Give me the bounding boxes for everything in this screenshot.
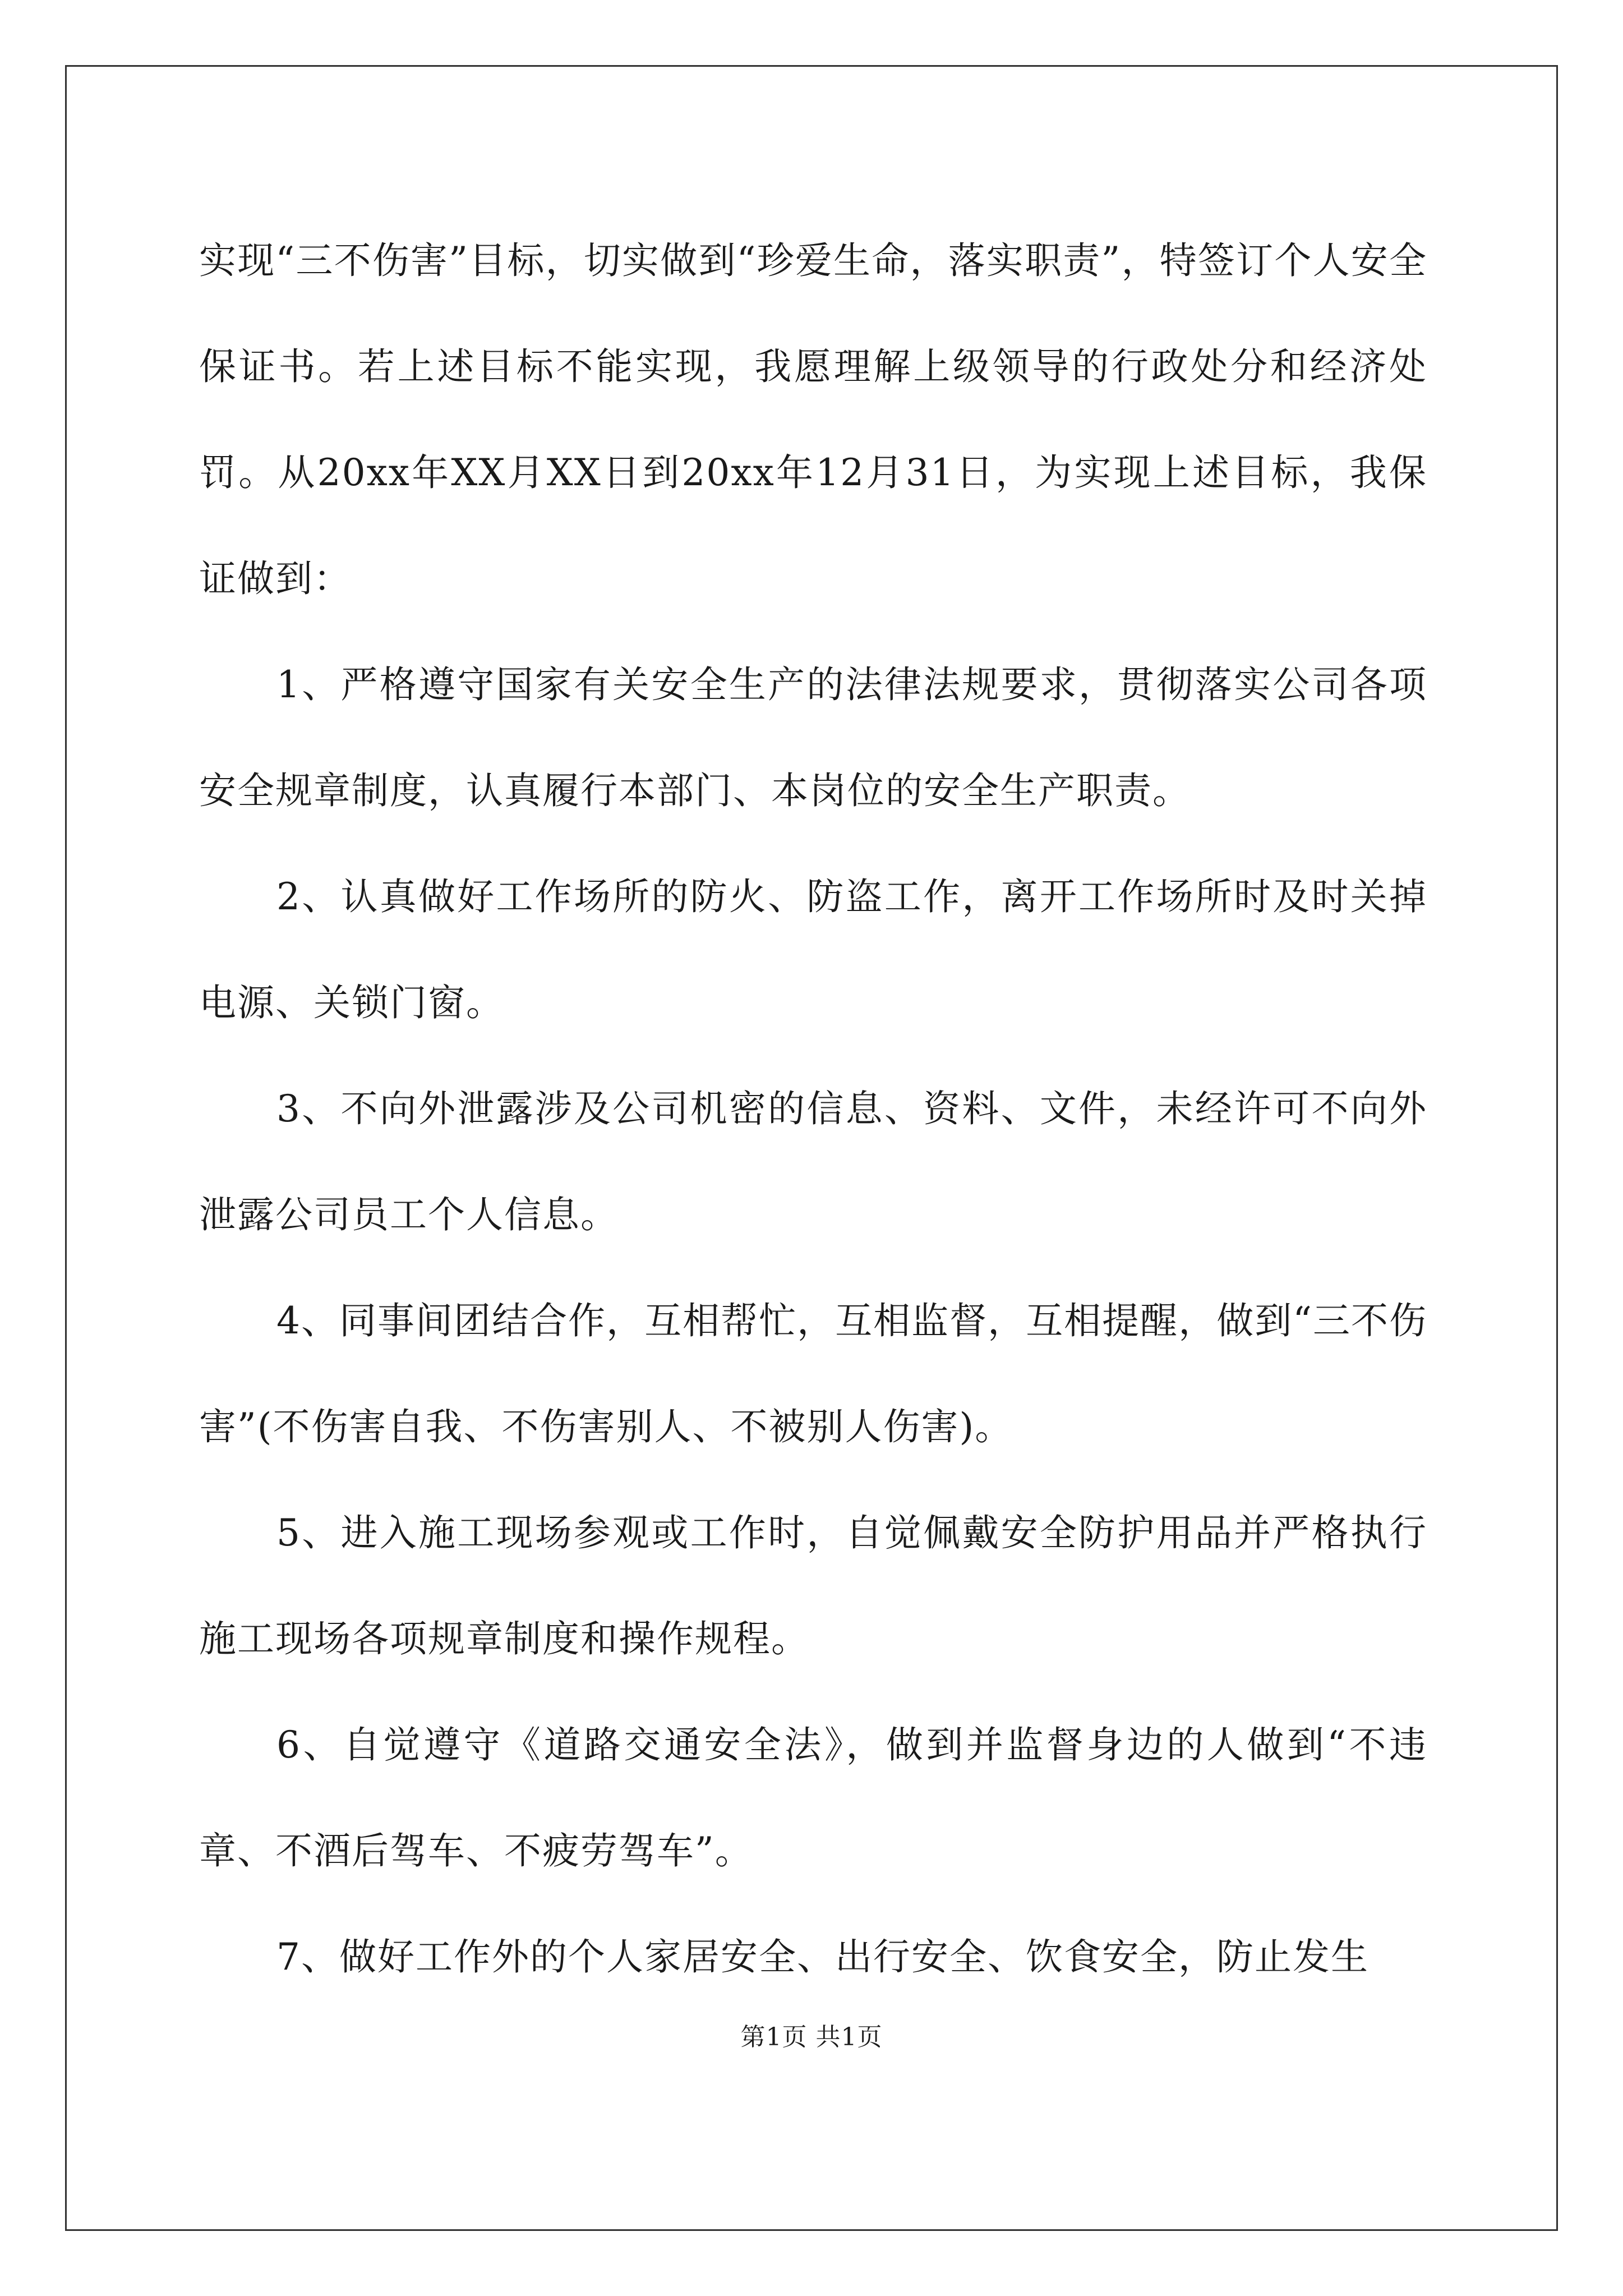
paragraph-item-2: 2、认真做好工作场所的防火、防盗工作，离开工作场所时及时关掉电源、关锁门窗。 [199, 875, 1427, 1024]
paragraph-item-4: 4、同事间团结合作，互相帮忙，互相监督，互相提醒，做到“三不伤害”(不伤害自我、不伤害别人、不被别人伤害)。 [199, 1299, 1427, 1448]
paragraph-intro: 实现“三不伤害”目标，切实做到“珍爱生命，落实职责”，特签订个人安全保证书。若上述目标不能实现，我愿理解上级领导的行政处分和经济处罚。从20xx年XX月XX日到20xx年12月31日，为实现上述目标，我保证做到： [199, 239, 1427, 600]
page-number-footer: 第1页 共1页 [740, 2023, 883, 2051]
paragraph-item-5: 5、进入施工现场参观或工作时，自觉佩戴安全防护用品并严格执行施工现场各项规章制度和操作规程。 [199, 1511, 1427, 1660]
paragraph-item-6: 6、自觉遵守《道路交通安全法》，做到并监督身边的人做到“不违章、不酒后驾车、不疲劳驾车”。 [199, 1723, 1427, 1872]
paragraph-item-7: 7、做好工作外的个人家居安全、出行安全、饮食安全，防止发生 [276, 1935, 1369, 1978]
paragraph-item-3: 3、不向外泄露涉及公司机密的信息、资料、文件，未经许可不向外泄露公司员工个人信息。 [199, 1087, 1427, 1236]
document-body [199, 208, 1427, 2010]
paragraph-item-1: 1、严格遵守国家有关安全生产的法律法规要求，贯彻落实公司各项安全规章制度，认真履行本部门、本岗位的安全生产职责。 [199, 663, 1427, 812]
